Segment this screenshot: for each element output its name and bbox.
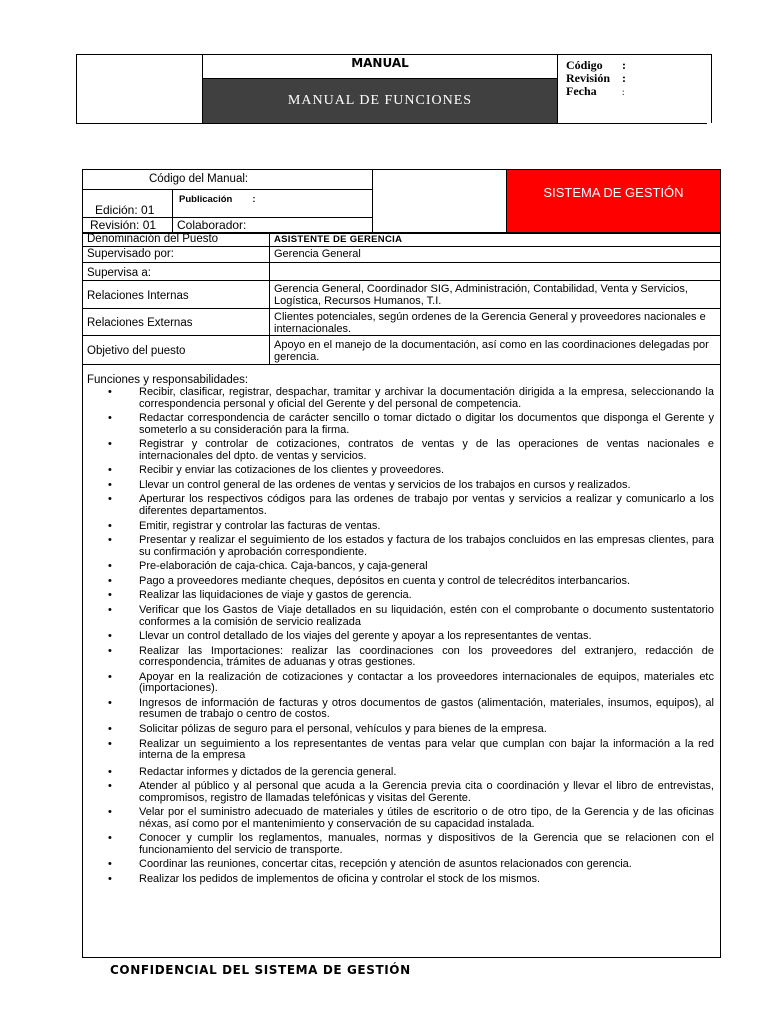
bullet-icon: • bbox=[108, 412, 112, 425]
function-text: Velar por el suministro adecuado de materiales y útiles de escritorio o de otro tipo, de la Gerencia y de las oficinas néxas, así como por el mantenimiento y conservación de su capacidad instalada. bbox=[139, 806, 714, 830]
collaborator: Colaborador: bbox=[177, 218, 247, 232]
document-header bbox=[76, 54, 712, 124]
function-text: Redactar correspondencia de carácter sencillo o tomar dictado o digitar los documentos que disponga el Gerente y someterlo a su consideración para la firma. bbox=[139, 412, 714, 436]
function-item bbox=[86, 767, 714, 779]
row-label: Denominación del Puesto bbox=[83, 233, 270, 247]
border-gap bbox=[707, 123, 717, 125]
function-item bbox=[86, 413, 714, 436]
bullet-icon: • bbox=[108, 737, 112, 750]
bullet-icon: • bbox=[108, 386, 112, 398]
edition: Edición: 01 bbox=[83, 190, 173, 218]
function-text: Realizar los pedidos de implementos de oficina y controlar el stock de los mismos. bbox=[139, 873, 541, 886]
supervises bbox=[270, 263, 720, 281]
function-item bbox=[86, 874, 714, 886]
bullet-icon: • bbox=[108, 560, 112, 573]
code-block bbox=[557, 55, 711, 123]
job-objective: Apoyo en el manejo de la documentación, así como en las coordinaciones delegadas por gerencia. bbox=[270, 336, 720, 365]
function-item bbox=[86, 535, 714, 558]
system-banner: SISTEMA DE GESTIÓN bbox=[506, 170, 720, 232]
function-text: Conocer y cumplir los reglamentos, manuales, normas y dispositivos de la Gerencia que se relacionen con el funcionamiento del servicio de transporte. bbox=[139, 832, 714, 856]
manual-label: MANUAL bbox=[203, 55, 557, 79]
bullet-icon: • bbox=[108, 534, 112, 547]
bullet-icon: • bbox=[108, 670, 112, 683]
function-item bbox=[86, 521, 714, 533]
function-item bbox=[86, 781, 714, 804]
manual-code-label: Código del Manual: bbox=[83, 170, 372, 190]
bullet-icon: • bbox=[108, 493, 112, 506]
row-label: Supervisa a: bbox=[83, 263, 270, 281]
bullet-icon: • bbox=[108, 478, 112, 491]
function-text: Atender al público y al personal que acuda a la Gerencia previa cita o coordinación y llevar el libro de entrevistas, compromisos, registro de llamadas telefónicas y visitas del Gerente. bbox=[139, 780, 714, 804]
function-item bbox=[86, 724, 714, 736]
function-text: Llevar un control detallado de los viajes del gerente y apoyar a los representantes de ventas. bbox=[139, 630, 592, 643]
bullet-icon: • bbox=[108, 696, 112, 709]
function-text: Apoyar en la realización de cotizaciones y contactar a los proveedores internacionales de equipos, materiales etc (importaciones). bbox=[139, 670, 714, 695]
function-text: Coordinar las reuniones, concertar citas, recepción y atención de asuntos relacionados con gerencia. bbox=[139, 858, 632, 871]
function-text: Realizar las Importaciones: realizar las coordinaciones con los proveedores del extranjero, redacción de correspondencia, trámites de aduanas y otras gestiones. bbox=[139, 644, 714, 669]
function-item bbox=[86, 631, 714, 643]
function-text: Llevar un control general de las ordenes de ventas y servicios de los trabajos en cursos y realizados. bbox=[139, 478, 631, 491]
bullet-icon: • bbox=[108, 723, 112, 735]
publication: Publicación : bbox=[173, 190, 372, 218]
function-item bbox=[86, 833, 714, 856]
function-item bbox=[86, 561, 714, 573]
job-description-table bbox=[82, 169, 721, 958]
bullet-icon: • bbox=[108, 806, 112, 819]
bullet-icon: • bbox=[108, 832, 112, 845]
function-item bbox=[86, 646, 714, 669]
function-text: Verificar que los Gastos de Viaje detallados en su liquidación, estén con el comprobante o documento sustentatorio conformes a la comisión de servicio realizada bbox=[139, 604, 714, 628]
function-item bbox=[86, 465, 714, 477]
bullet-icon: • bbox=[108, 644, 112, 657]
revision: Revisión: 01 bbox=[83, 218, 173, 232]
function-item bbox=[86, 439, 714, 462]
bullet-icon: • bbox=[108, 574, 112, 587]
function-item bbox=[86, 807, 714, 830]
date-line: Fecha : bbox=[566, 84, 625, 98]
position-name: ASISTENTE DE GERENCIA bbox=[270, 233, 720, 247]
function-item bbox=[86, 605, 714, 628]
bullet-icon: • bbox=[108, 858, 112, 871]
row-label: Supervisado por: bbox=[83, 247, 270, 263]
external-relations: Clientes potenciales, según ordenes de la Gerencia General y proveedores nacionales e internacionales. bbox=[270, 309, 720, 336]
revision-line: Revisión : bbox=[566, 71, 626, 85]
function-text: Redactar informes y dictados de la gerencia general. bbox=[139, 765, 397, 778]
functions-title: Funciones y responsabilidades: bbox=[87, 374, 249, 386]
function-item bbox=[86, 576, 714, 588]
internal-relations: Gerencia General, Coordinador SIG, Administración, Contabilidad, Venta y Servicios, Logística, Recursos Humanos, T.I. bbox=[270, 281, 720, 309]
row-label: Relaciones Externas bbox=[83, 309, 270, 336]
function-text: Recibir, clasificar, registrar, despachar, tramitar y archivar la documentación dirigida a la empresa, seleccionando la correspondencia personal y oficial del Gerente y del personal de competencia. bbox=[139, 386, 714, 410]
function-text: Ingresos de información de facturas y otros documentos de gastos (alimentación, materiales, insumos, equipos), al resumen de trabajo o centro de costos. bbox=[139, 696, 714, 721]
function-text: Realizar un seguimiento a los representantes de ventas para velar que cumplan con bajar la información a la red interna de la empresa bbox=[139, 737, 714, 762]
bullet-icon: • bbox=[108, 630, 112, 643]
supervised-by: Gerencia General bbox=[270, 247, 720, 263]
function-text: Aperturar los respectivos códigos para las ordenes de trabajo por ventas y servicios a realizar y comunicarlo a los diferentes departamentos. bbox=[139, 493, 714, 517]
bullet-icon: • bbox=[108, 519, 112, 532]
bullet-icon: • bbox=[108, 765, 112, 778]
bullet-icon: • bbox=[108, 604, 112, 617]
function-text: Presentar y realizar el seguimiento de los estados y factura de los trabajos concluidos en las empresas clientes, para su confirmación y aprobación correspondiente. bbox=[139, 534, 714, 558]
function-item bbox=[86, 387, 714, 410]
function-item bbox=[86, 859, 714, 871]
document-title: MANUAL DE FUNCIONES bbox=[203, 79, 557, 123]
code-line: Código : bbox=[566, 58, 626, 72]
function-item bbox=[86, 494, 714, 517]
bullet-icon: • bbox=[108, 464, 112, 477]
blank-cell bbox=[372, 170, 506, 232]
bullet-icon: • bbox=[108, 438, 112, 451]
function-item bbox=[86, 672, 714, 695]
function-text: Pre-elaboración de caja-chica. Caja-bancos, y caja-general bbox=[139, 560, 428, 573]
footer-confidential: CONFIDENCIAL DEL SISTEMA DE GESTIÓN bbox=[110, 963, 411, 977]
function-item bbox=[86, 698, 714, 721]
function-item bbox=[86, 480, 714, 492]
functions-section bbox=[83, 371, 720, 889]
function-text: Recibir y enviar las cotizaciones de los clientes y proveedores. bbox=[139, 464, 445, 477]
function-item bbox=[86, 739, 714, 762]
function-item bbox=[86, 590, 714, 602]
function-text: Solicitar pólizas de seguro para el personal, vehículos y para bienes de la empresa. bbox=[139, 723, 547, 735]
function-text: Realizar las liquidaciones de viaje y gastos de gerencia. bbox=[139, 589, 412, 602]
row-label: Relaciones Internas bbox=[83, 281, 270, 309]
bullet-icon: • bbox=[108, 873, 112, 886]
bullet-icon: • bbox=[108, 589, 112, 602]
functions-list bbox=[86, 387, 714, 886]
function-text: Pago a proveedores mediante cheques, depósitos en cuenta y control de telecréditos interbancarios. bbox=[139, 574, 631, 587]
row-label: Objetivo del puesto bbox=[83, 336, 270, 365]
logo-box bbox=[77, 55, 203, 123]
function-text: Registrar y controlar de cotizaciones, contratos de ventas y de las operaciones de ventas nacionales e internacionales del dpto. de ventas y servicios. bbox=[139, 438, 714, 462]
bullet-icon: • bbox=[108, 780, 112, 793]
function-text: Emitir, registrar y controlar las facturas de ventas. bbox=[139, 519, 381, 532]
